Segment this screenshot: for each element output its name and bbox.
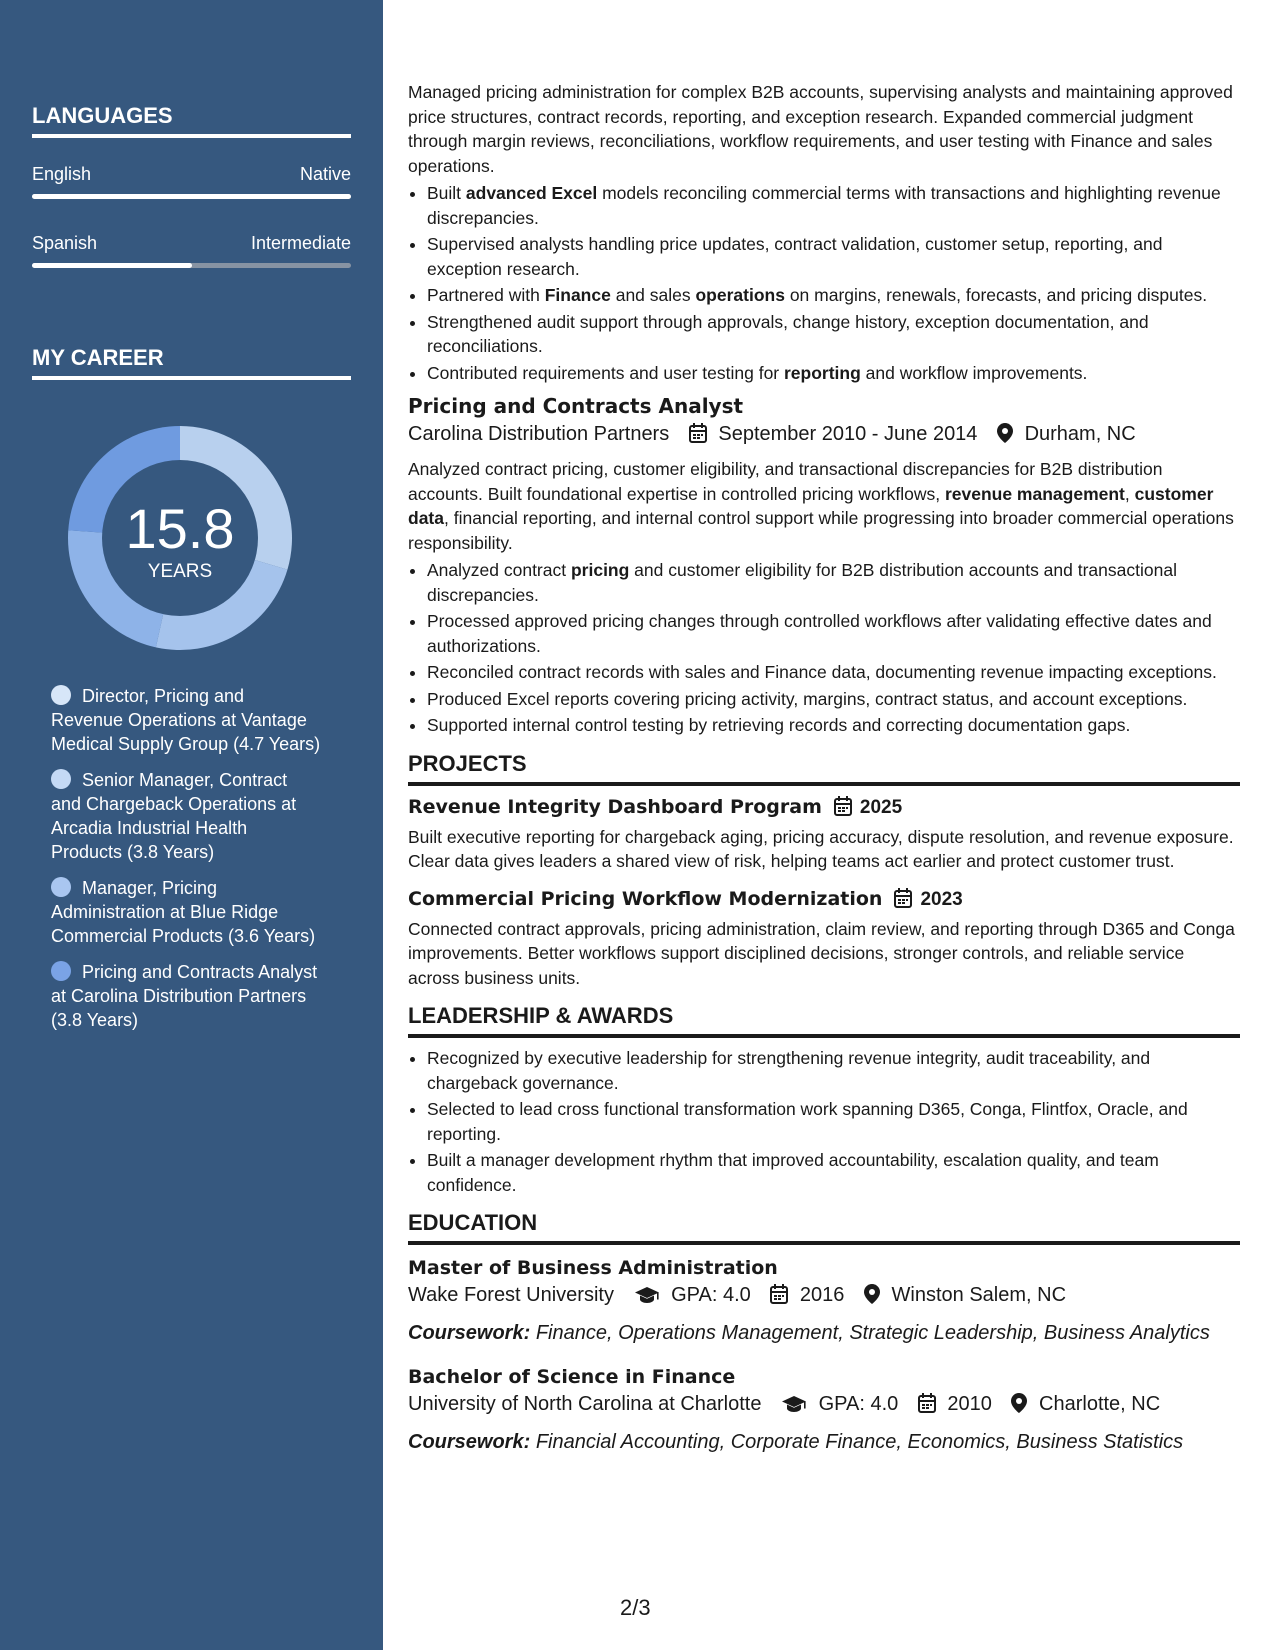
bullet-item — [427, 232, 1240, 281]
job-meta — [408, 420, 1240, 451]
school-name: Wake Forest University — [408, 1284, 614, 1306]
summary-bold: customer data — [408, 483, 1214, 528]
legend-dot — [51, 769, 71, 789]
coursework — [408, 1427, 1240, 1457]
career-item — [51, 684, 321, 756]
degree-title: Bachelor of Science in Finance — [408, 1366, 736, 1388]
bullet-text: Produced Excel reports covering pricing activity, margins, contract status, and account exceptions. — [427, 688, 1188, 709]
bullet-text: and customer eligibility for B2B distribution accounts and transactional discrepancies. — [427, 560, 1177, 605]
bullet-text: Reconciled contract records with sales and Finance data, documenting revenue impacting exceptions. — [427, 662, 1217, 682]
bullet-item — [427, 609, 1240, 658]
coursework-text: Financial Accounting, Corporate Finance, Economics, Business Statistics — [535, 1431, 1184, 1453]
summary-bold: revenue management — [944, 483, 1125, 504]
career-item — [51, 768, 321, 864]
language-name: Spanish — [32, 233, 98, 253]
bullet-text: Supported internal control testing by retrieving records and correcting documentation gaps. — [427, 715, 1131, 735]
school-location: Charlotte, NC — [1039, 1393, 1161, 1415]
leadership-heading: LEADERSHIP & AWARDS — [408, 1002, 1240, 1038]
bullet-bold: reporting — [784, 362, 861, 383]
bullet-item: • Selected to lead cross functional transformation work spanning D365, Conga, Flintfox, Oracle, and reporting. — [427, 1097, 1240, 1146]
language-bar-spanish — [32, 263, 351, 268]
page-number: 2/3 — [620, 1595, 651, 1620]
education-heading: EDUCATION — [408, 1209, 1240, 1245]
bullet-item — [427, 181, 1240, 230]
job-dates: September 2010 - June 2014 — [718, 423, 978, 445]
gpa: GPA: 4.0 — [818, 1393, 899, 1415]
languages-heading: LANGUAGES — [32, 102, 351, 138]
career-item — [51, 876, 321, 948]
bullet-text: Analyzed contract — [427, 560, 571, 580]
bullet-item — [427, 558, 1240, 607]
language-bar-fill — [32, 263, 192, 268]
language-row-spanish — [32, 232, 351, 254]
bullet-item — [427, 283, 1240, 308]
project-description: Built executive reporting for chargeback aging, pricing accuracy, dispute resolution, and revenue exposure. Clear data gives leaders a shared view of risk, helping teams act earlier and protect customer trust. — [408, 826, 1234, 871]
calendar-icon — [894, 888, 912, 915]
legend-dot — [51, 961, 71, 981]
job-summary — [408, 457, 1240, 555]
project-title: Commercial Pricing Workflow Modernization — [408, 887, 883, 910]
language-name: English — [32, 164, 92, 184]
bullet-text: Strengthened audit support through approvals, change history, exception documentation, and reconciliations. — [427, 311, 1149, 356]
bullet-item: • Built a manager development rhythm that improved accountability, escalation quality, and team confidence. — [427, 1148, 1240, 1197]
graduation-cap-icon — [634, 1284, 660, 1312]
gpa: GPA: 4.0 — [671, 1284, 751, 1306]
bullet-text: models reconciling commercial terms with transactions and highlighting revenue discrepancies. — [427, 183, 1221, 228]
project-year: 2025 — [859, 796, 903, 818]
calendar-icon — [770, 1284, 788, 1312]
bullet-text: and sales — [610, 285, 696, 305]
language-level: Native — [299, 164, 351, 184]
bullet-bold: advanced Excel — [465, 183, 598, 203]
location-pin-icon — [864, 1284, 880, 1312]
language-bar-english — [32, 194, 351, 199]
career-item-label: Manager, Pricing Administration at Blue Ridge Commercial Products (3.6 Years) — [51, 878, 316, 946]
calendar-icon — [689, 423, 707, 451]
project-title-row — [408, 886, 1240, 915]
career-total-unit: YEARS — [147, 561, 213, 582]
degree-title: Master of Business Administration — [408, 1257, 778, 1279]
previous-job-bullets — [408, 181, 1240, 385]
graduation-cap-icon — [781, 1393, 807, 1421]
language-level: Intermediate — [250, 233, 351, 253]
bullet-item — [427, 361, 1240, 386]
legend-dot — [51, 685, 71, 705]
projects-heading: PROJECTS — [408, 750, 1240, 786]
career-total-value: 15.8 — [125, 497, 235, 560]
graduation-year: 2010 — [947, 1393, 992, 1415]
language-bar-fill — [32, 194, 351, 199]
career-list — [51, 684, 321, 1044]
summary-text: , — [1124, 483, 1135, 504]
calendar-icon — [918, 1393, 936, 1421]
bullet-text: Processed approved pricing changes through controlled workflows after validating effective dates and authorizations. — [427, 611, 1212, 656]
bullet-text: Partnered with — [427, 285, 545, 305]
career-item-label: Director, Pricing and Revenue Operations at Vantage Medical Supply Group (4.7 Years) — [51, 686, 321, 754]
school-name: University of North Carolina at Charlotte — [408, 1393, 762, 1415]
education-meta — [408, 1390, 1240, 1421]
leadership-bullets — [408, 1046, 1240, 1197]
coursework-label: Coursework: — [408, 1322, 531, 1344]
bullet-text: Built — [427, 183, 466, 203]
calendar-icon — [834, 796, 852, 823]
bullet-item — [427, 713, 1240, 738]
bullet-bold: operations — [695, 285, 785, 305]
career-item-label: Senior Manager, Contract and Chargeback Operations at Arcadia Industrial Health Products (3.8 Years) — [51, 770, 297, 862]
bullet-bold: Finance — [544, 285, 611, 305]
sidebar — [0, 0, 383, 1650]
graduation-year: 2016 — [799, 1284, 845, 1306]
project-title-row — [408, 794, 1240, 823]
career-donut-chart — [60, 418, 300, 658]
career-heading: MY CAREER — [32, 344, 351, 380]
legend-dot — [51, 877, 71, 897]
job-company: Carolina Distribution Partners — [408, 423, 670, 445]
career-item — [51, 960, 321, 1032]
coursework — [408, 1318, 1240, 1348]
summary-text: , financial reporting, and internal control support while progressing into broader commercial operations responsibility. — [408, 508, 1234, 553]
education-meta — [408, 1281, 1240, 1312]
bullet-item: • Recognized by executive leadership for strengthening revenue integrity, audit traceability, and chargeback governance. — [427, 1046, 1240, 1095]
project-description: Connected contract approvals, pricing administration, claim review, and reporting through D365 and Conga improvements. Better workflows support disciplined decisions, stronger controls, and reliable service across business units. — [408, 918, 1235, 988]
project-title: Revenue Integrity Dashboard Program — [408, 795, 822, 818]
school-location: Winston Salem, NC — [891, 1284, 1067, 1306]
coursework-label: Coursework: — [408, 1431, 531, 1453]
bullet-text: Contributed requirements and user testing for — [427, 362, 784, 383]
career-item-label: Pricing and Contracts Analyst at Carolina Distribution Partners (3.8 Years) — [51, 962, 318, 1030]
previous-job-summary: Managed pricing administration for complex B2B accounts, supervising analysts and maintaining approved price structures, contract records, reporting, and exception research. Expanded commercial judgment through margin reviews, reconciliations, workflow requirements, and user testing with Finance and sales operations. — [408, 82, 1233, 176]
job-location: Durham, NC — [1024, 423, 1136, 445]
bullet-item — [427, 310, 1240, 359]
language-row-english — [32, 163, 351, 185]
job-bullets — [408, 558, 1240, 738]
bullet-item — [427, 660, 1240, 685]
bullet-text: Supervised analysts handling price updates, contract validation, customer setup, reporting, and exception research. — [427, 234, 1163, 279]
location-pin-icon — [997, 423, 1013, 451]
summary-text: Analyzed contract pricing, customer eligibility, and transactional discrepancies for B2B distribution accounts. Built foundational expertise in controlled pricing workflows, — [408, 459, 1163, 504]
bullet-bold: pricing — [570, 560, 630, 580]
project-year: 2023 — [920, 888, 963, 910]
location-pin-icon — [1011, 1393, 1027, 1421]
coursework-text: Finance, Operations Management, Strategic Leadership, Business Analytics — [535, 1322, 1210, 1344]
main-content — [408, 80, 1240, 1457]
bullet-text: and workflow improvements. — [860, 362, 1088, 383]
bullet-item — [427, 687, 1240, 712]
job-title: Pricing and Contracts Analyst — [408, 394, 744, 418]
bullet-text: on margins, renewals, forecasts, and pricing disputes. — [784, 285, 1208, 305]
